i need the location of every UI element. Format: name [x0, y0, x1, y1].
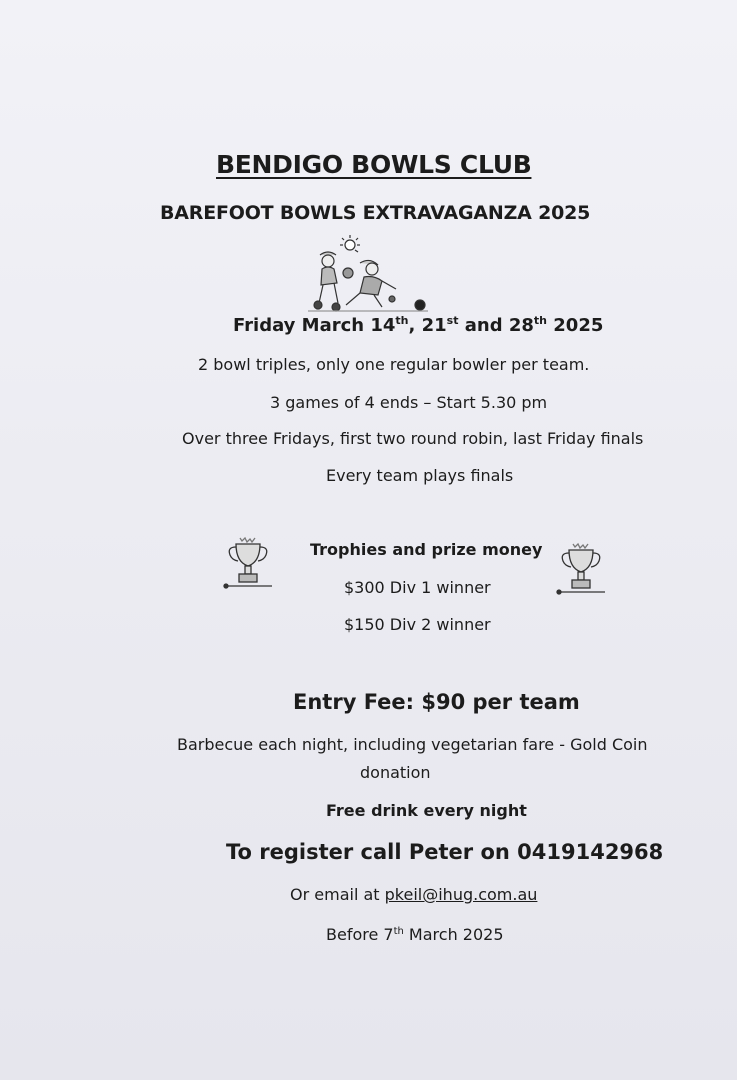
trophy-icon — [555, 540, 607, 598]
detail-schedule: Over three Fridays, first two round robin, last Friday finals — [182, 429, 644, 448]
entry-fee: Entry Fee: $90 per team — [293, 690, 580, 714]
email-link[interactable]: pkeil@ihug.com.au — [384, 885, 538, 904]
bbq-line1: Barbecue each night, including vegetarian fare - Gold Coin — [177, 735, 648, 754]
bbq-line2: donation — [360, 763, 431, 782]
detail-format: 2 bowl triples, only one regular bowler per team. — [198, 355, 590, 374]
detail-games: 3 games of 4 ends – Start 5.30 pm — [270, 393, 548, 412]
trophy-icon — [222, 534, 274, 592]
club-name: BENDIGO BOWLS CLUB — [216, 150, 532, 179]
email-line: Or email at pkeil@ihug.com.au — [290, 885, 538, 904]
prize-div1: $300 Div 1 winner — [344, 578, 491, 597]
deadline: Before 7th March 2025 — [326, 925, 504, 944]
bowlers-clipart-icon — [308, 233, 428, 313]
prize-div2: $150 Div 2 winner — [344, 615, 491, 634]
event-title: BAREFOOT BOWLS EXTRAVAGANZA 2025 — [160, 202, 591, 224]
event-dates: Friday March 14th, 21st and 28th 2025 — [233, 314, 604, 336]
detail-finals: Every team plays finals — [326, 466, 514, 485]
register-phone: To register call Peter on 0419142968 — [226, 840, 664, 864]
prizes-heading: Trophies and prize money — [310, 540, 543, 559]
free-drink: Free drink every night — [326, 801, 527, 820]
